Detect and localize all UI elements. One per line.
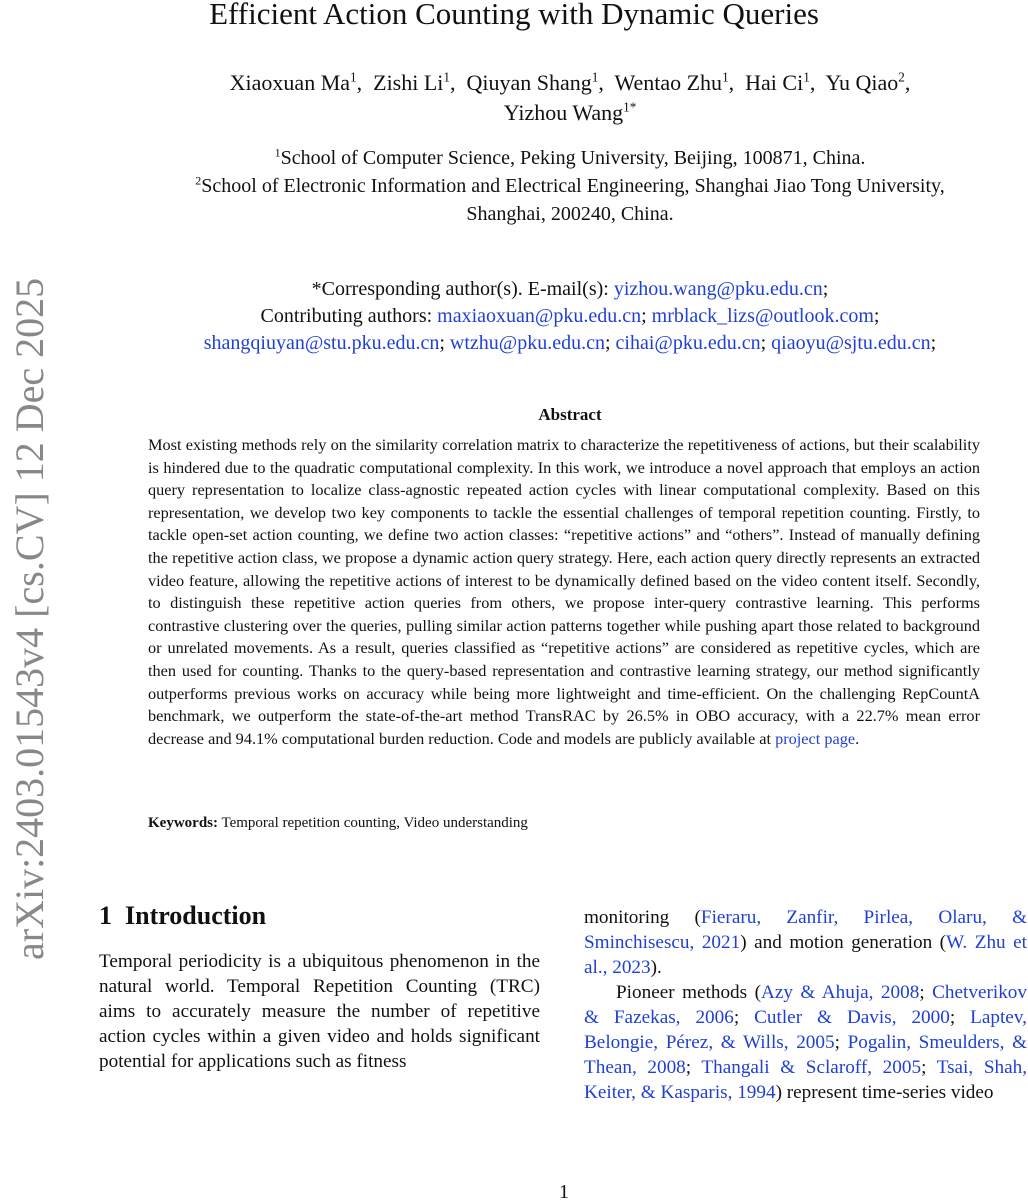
intro-left-column	[99, 949, 540, 1074]
abstract-end: .	[855, 728, 860, 748]
keywords-line	[148, 813, 980, 833]
contributing-line-2: shangqiuyan@stu.pku.edu.cn; wtzhu@pku.edu.cn; cihai@pku.edu.cn; qiaoyu@sjtu.edu.cn;	[203, 332, 937, 354]
email-link[interactable]: wtzhu@pku.edu.cn	[449, 332, 605, 354]
affiliation-2-cont: Shanghai, 200240, China.	[466, 203, 674, 225]
corresponding-line: *Corresponding author(s). E-mail(s): yizhou.wang@pku.edu.cn;	[311, 278, 829, 300]
intro-paragraph-cont: monitoring (Fieraru, Zanfir, Pirlea, Olaru, & Sminchisescu, 2021) and motion generation (W. Zhu et al., 2023).	[584, 907, 1027, 978]
author-name: Xiaoxuan Ma	[229, 70, 351, 95]
email-link[interactable]: yizhou.wang@pku.edu.cn	[613, 278, 823, 300]
email-link[interactable]: cihai@pku.edu.cn	[615, 332, 761, 354]
section-heading	[99, 899, 266, 933]
citation-link[interactable]: Laptev, Belongie, Pérez, & Wills, 2005	[584, 1007, 1027, 1053]
author-affiliation-mark: 1	[350, 69, 357, 85]
intro-right-column	[584, 905, 1027, 1105]
citation-link[interactable]: Azy & Ahuja, 2008	[760, 982, 920, 1003]
author-name: Yu Qiao	[825, 70, 899, 95]
affiliation-2	[110, 172, 1028, 200]
abstract-text: Most existing methods rely on the similarity correlation matrix to characterize the repetitiveness of actions, but their scalability is hindered due to the quadratic computational complexity. In this work, we introduce a novel approach that employs an action query representation to localize class-agnostic repeated action cycles with linear computational complexity. Based on this representation, we develop two key components to tackle the essential challenges of temporal repetition counting. Firstly, to tackle open-set action counting, we define two action classes: “repetitive actions” and “others”. Instead of manually defining the repetitive action class, we propose a dynamic action query strategy. Here, each action query directly represents an extracted video feature, allowing the repetitive actions of interest to be dynamically defined based on the video content itself. Secondly, to distinguish these repetitive action queries from others, we propose inter-query contrastive learning. This performs contrastive clustering over the queries, pulling similar action patterns together while pushing apart those related to background or unrelated movements. As a result, queries classified as “repetitive actions” are considered as repetitive cycles, which are then used for counting. Thanks to the query-based representation and contrastive learning strategy, our method significantly outperforms previous works on accuracy while being more lightweight and time-efficient. On the challenging RepCountA benchmark, we outperform the state-of-the-art method TransRAC by 26.5% in OBO accuracy, with a 22.7% mean error decrease and 94.1% computational burden reduction. Code and models are publicly available at	[148, 435, 980, 748]
arxiv-identifier: arXiv:2403.01543v4 [cs.CV] 12 Dec 2025	[7, 277, 52, 960]
email-link[interactable]: mrblack_lizs@outlook.com	[651, 305, 874, 327]
affiliation-mark: 1	[274, 145, 281, 160]
email-link[interactable]: qiaoyu@sjtu.edu.cn	[771, 332, 931, 354]
section-number: 1	[99, 901, 112, 930]
citation-link[interactable]: Cutler & Davis, 2000	[754, 1007, 950, 1028]
author-affiliation-mark: 1	[591, 69, 599, 85]
intro-paragraph-2: Pioneer methods (Azy & Ahuja, 2008; Chetverikov & Fazekas, 2006; Cutler & Davis, 2000; Laptev, Belongie, Pérez, & Wills, 2005; Pogalin, Smeulders, & Thean, 2008; Thangali & Sclaroff, 2005; Tsai, Shah, Keiter, & Kasparis, 1994) represent time-series video	[584, 982, 1028, 1103]
citation-link[interactable]: W. Zhu et al., 2023	[584, 932, 1027, 978]
author-name: Yizhou Wang	[503, 100, 624, 125]
abstract-heading: Abstract	[538, 405, 602, 424]
keywords-text: Temporal repetition counting, Video understanding	[221, 815, 528, 831]
author-list: Xiaoxuan Ma$^1$, Zishi Li$^1$, Qiuyan Shang$^1$, Wentao Zhu$^1$, Hai Ci$^1$, Yu Qiao$^2$, Yizhou Wang$^{1*}$	[229, 69, 911, 125]
author-name: Wentao Zhu	[614, 70, 723, 95]
abstract-body	[148, 434, 980, 750]
author-name: Zishi Li	[373, 70, 444, 95]
corresponding-label: *Corresponding author(s). E-mail(s):	[311, 278, 609, 300]
author-name: Qiuyan Shang	[466, 70, 592, 95]
citation-link[interactable]: Chetverikov & Fazekas, 2006	[584, 982, 1027, 1028]
affiliation-list	[110, 144, 1028, 228]
citation-link[interactable]: Tsai, Shah, Keiter, & Kasparis, 1994	[584, 1057, 1027, 1103]
citation-link[interactable]: Thangali & Sclaroff, 2005	[701, 1057, 922, 1078]
contributing-line: Contributing authors: maxiaoxuan@pku.edu.cn; mrblack_lizs@outlook.com;	[260, 305, 880, 327]
citation-link[interactable]: Fieraru, Zanfir, Pirlea, Olaru, & Sminchisescu, 2021	[584, 907, 1027, 953]
contact-block	[120, 276, 1020, 357]
affiliation-1	[110, 144, 1028, 172]
author-name: Hai Ci	[745, 70, 804, 95]
page-number: 1	[559, 1181, 569, 1203]
paper-title: Efficient Action Counting with Dynamic Queries	[209, 0, 819, 31]
email-link[interactable]: shangqiuyan@stu.pku.edu.cn	[203, 332, 440, 354]
affiliation-text: School of Computer Science, Peking University, Beijing, 100871, China.	[280, 147, 866, 169]
author-affiliation-mark: 1	[722, 69, 729, 85]
intro-paragraph: Temporal periodicity is a ubiquitous phenomenon in the natural world. Temporal Repetition Counting (TRC) aims to accurately measure the number of repetitive action cycles within a given video and holds significant potential for applications such as fitness	[99, 951, 540, 1072]
author-affiliation-mark: 1	[803, 69, 810, 85]
author-affiliation-mark: 1*	[623, 99, 637, 115]
contributing-label: Contributing authors:	[260, 305, 433, 327]
keywords-label: Keywords:	[148, 815, 218, 831]
email-link[interactable]: maxiaoxuan@pku.edu.cn	[437, 305, 642, 327]
affiliation-mark: 2	[195, 173, 202, 188]
author-affiliation-mark: 1	[443, 69, 450, 85]
citation-link[interactable]: Pogalin, Smeulders, & Thean, 2008	[584, 1032, 1028, 1078]
affiliation-text: School of Electronic Information and Electrical Engineering, Shanghai Jiao Tong University,	[201, 175, 945, 197]
section-title: Introduction	[125, 901, 267, 930]
project-page-link[interactable]: project page	[775, 728, 856, 748]
author-affiliation-mark: 2	[898, 69, 905, 85]
